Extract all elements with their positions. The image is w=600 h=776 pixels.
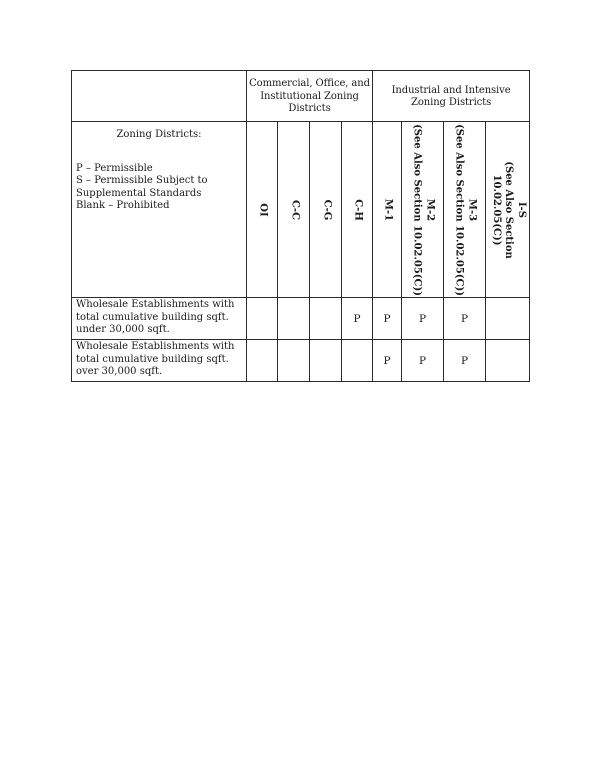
cell-m-2: P xyxy=(402,298,444,340)
use-description: Wholesale Establishments with total cumulative building sqft. over 30,000 sqft. xyxy=(72,340,247,382)
district-header-m-1: M-1 xyxy=(373,122,402,298)
blank-corner-cell xyxy=(72,71,247,122)
group-header-row xyxy=(72,71,530,122)
table-row xyxy=(72,298,530,340)
cell-i-s xyxy=(486,298,530,340)
cell-c-c xyxy=(278,298,310,340)
district-header-m-2: M-2 (See Also Section 10.02.05(C)) xyxy=(402,122,444,298)
cell-c-g xyxy=(310,340,342,382)
legend-line-permissible: P – Permissible xyxy=(76,162,153,174)
group-header-commercial: Commercial, Office, and Institutional Zoning Districts xyxy=(247,71,373,122)
cell-m-1: P xyxy=(373,298,402,340)
district-header-c-h: C-H xyxy=(342,122,373,298)
table-row xyxy=(72,340,530,382)
legend-line-standards: Supplemental Standards xyxy=(76,187,202,199)
cell-c-c xyxy=(278,340,310,382)
legend-line-subject: S – Permissible Subject to xyxy=(76,175,208,186)
district-header-m-3: M-3 (See Also Section 10.02.05(C)) xyxy=(444,122,486,298)
legend-title: Zoning Districts: xyxy=(116,129,202,140)
zoning-use-table xyxy=(71,70,530,382)
district-header-oi: OI xyxy=(247,122,278,298)
cell-c-g xyxy=(310,298,342,340)
cell-c-h: P xyxy=(342,298,373,340)
use-description: Wholesale Establishments with total cumulative building sqft. under 30,000 sqft. xyxy=(72,298,247,340)
district-header-c-g: C-G xyxy=(310,122,342,298)
group-header-industrial: Industrial and Intensive Zoning Districts xyxy=(373,71,530,122)
district-header-c-c: C-C xyxy=(278,122,310,298)
cell-i-s xyxy=(486,340,530,382)
district-header-i-s: I-S (See Also Section 10.02.05(C)) xyxy=(486,122,530,298)
cell-c-h xyxy=(342,340,373,382)
cell-oi xyxy=(247,340,278,382)
cell-m-2: P xyxy=(402,340,444,382)
legend-line-prohibited: Blank – Prohibited xyxy=(76,200,170,211)
cell-m-3: P xyxy=(444,298,486,340)
cell-m-3: P xyxy=(444,340,486,382)
district-header-row xyxy=(72,122,530,298)
cell-oi xyxy=(247,298,278,340)
cell-m-1: P xyxy=(373,340,402,382)
legend-cell xyxy=(72,122,247,298)
